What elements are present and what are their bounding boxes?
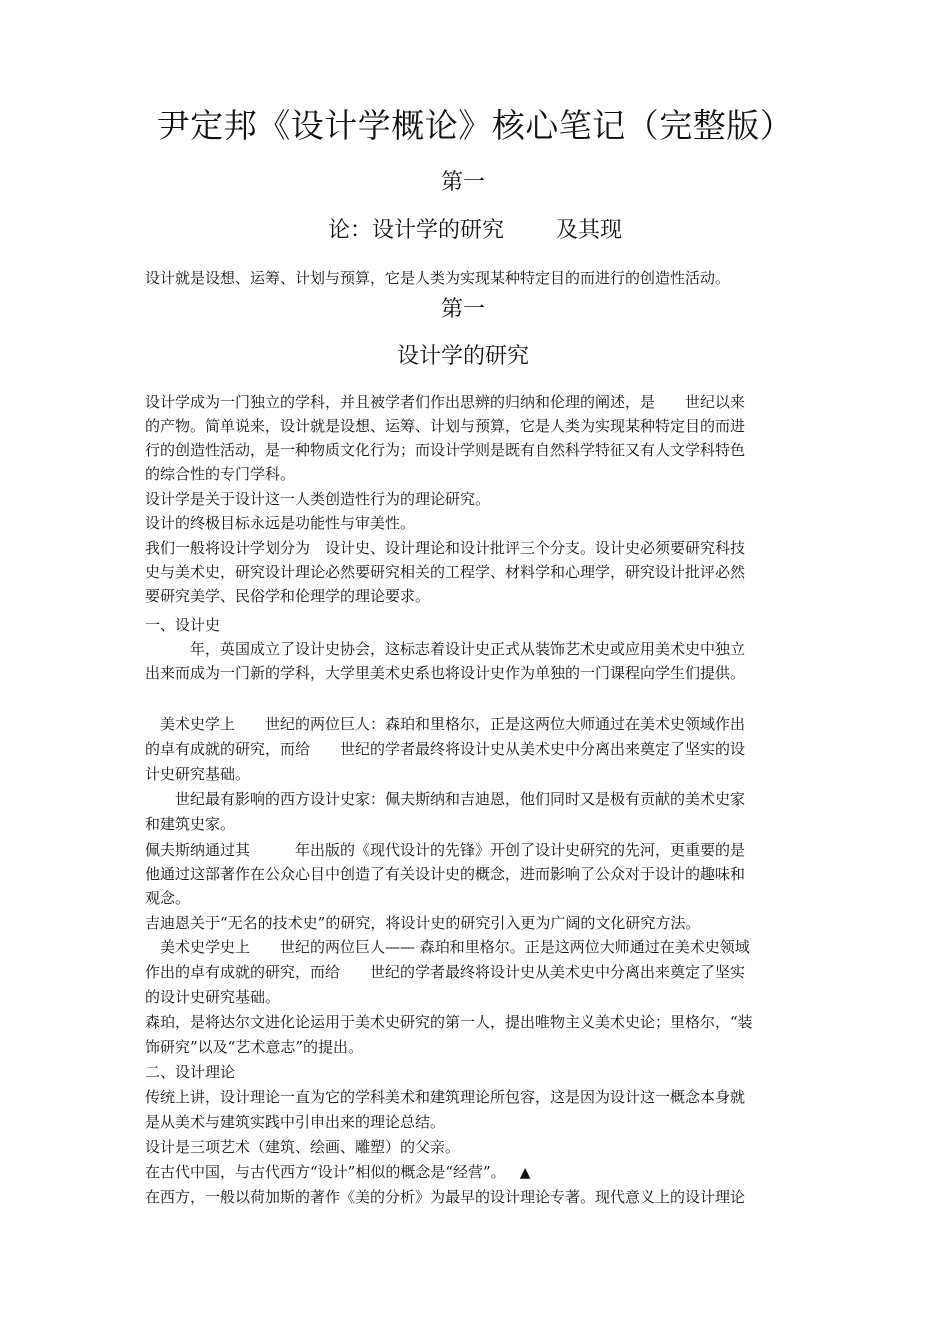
text-line: 佩夫斯纳通过其 年出版的《现代设计的先锋》开创了设计史研究的先河，更重要的是: [145, 841, 746, 859]
text-line: 设计学成为一门独立的学科，并且被学者们作出思辨的归纳和伦理的阐述，是 世纪以来: [145, 393, 746, 411]
section-heading: 一、设计史: [145, 616, 221, 634]
chapter-title: 设计学的研究: [396, 344, 529, 369]
text-line: 观念。: [145, 889, 191, 907]
text-line: 要研究美学、民俗学和伦理学的理论要求。: [145, 587, 431, 605]
text-line-content: 在古代中国，与古代西方“设计”相似的概念是“经营”。: [145, 1163, 506, 1181]
text-line: 设计学是关于设计这一人类创造性行为的理论研究。: [145, 490, 491, 508]
text-line: 的综合性的专门学科。: [145, 465, 296, 483]
text-line: 设计是三项艺术（建筑、绘画、雕塑）的父亲。: [145, 1138, 461, 1156]
chapter-label: 第一: [440, 297, 485, 322]
text-line: 在西方，一般以荷加斯的著作《美的分析》为最早的设计理论专著。现代意义上的设计理论: [145, 1188, 746, 1206]
part-heading-main: 论：设计学的研究: [327, 218, 504, 243]
text-line: 的产物。简单说来，设计就是设想、运筹、计划与预算，它是人类为实现某种特定目的而进: [145, 417, 746, 435]
part-label: 第一: [440, 170, 485, 195]
text-line: 计史研究基础。: [145, 765, 251, 783]
text-line: 作出的卓有成就的研究，而给 世纪的学者最终将设计史从美术史中分离出来奠定了坚实: [145, 963, 746, 981]
text-line: 世纪最有影响的西方设计史家：佩夫斯纳和吉迪恩，他们同时又是极有贡献的美术史家: [145, 790, 746, 808]
text-line: 森珀，是将达尔文进化论运用于美术史研究的第一人，提出唯物主义美术史论；里格尔，“装: [145, 1013, 753, 1031]
text-line: 的卓有成就的研究，而给 世纪的学者最终将设计史从美术史中分离出来奠定了坚实的设: [145, 740, 746, 758]
text-line: 他通过这部著作在公众心目中创造了有关设计史的概念，进而影响了公众对于设计的趣味和: [145, 865, 746, 883]
section-heading: 二、设计理论: [145, 1063, 236, 1081]
text-line: 行的创造性活动，是一种物质文化行为；而设计学则是既有自然科学特征又有人文学科特色: [145, 441, 746, 459]
text-line: [145, 1160, 530, 1185]
text-line: 我们一般将设计学划分为 设计史、设计理论和设计批评三个分支。设计史必须要研究科技: [145, 539, 746, 557]
text-line: 和建筑史家。: [145, 815, 236, 833]
text-line: 的设计史研究基础。: [145, 988, 281, 1006]
text-line: 美术史学史上 世纪的两位巨人—— 森珀和里格尔。正是这两位大师通过在美术史领域: [145, 938, 750, 956]
text-line: 是从美术与建筑实践中引申出来的理论总结。: [145, 1113, 446, 1131]
text-line: 吉迪恩关于“无名的技术史”的研究，将设计史的研究引入更为广阔的文化研究方法。: [145, 914, 701, 932]
page-title: 尹定邦《设计学概论》核心笔记（完整版）: [156, 106, 794, 145]
text-line: 出来而成为一门新的学科，大学里美术史系也将设计史作为单独的一门课程向学生们提供。: [145, 664, 746, 682]
definition-text: 设计就是设想、运筹、计划与预算，它是人类为实现某种特定目的而进行的创造性活动。: [145, 269, 731, 287]
text-line: 史与美术史，研究设计理论必然要研究相关的工程学、材料学和心理学，研究设计批评必然: [145, 563, 746, 581]
text-line: 饰研究”以及“艺术意志”的提出。: [145, 1038, 364, 1056]
text-line: 年，英国成立了设计史协会，这标志着设计史正式从装饰艺术史或应用美术史中独立: [145, 640, 746, 658]
text-line: 设计的终极目标永远是功能性与审美性。: [145, 514, 416, 532]
triangle-marker-icon: ▲: [519, 1165, 531, 1181]
text-line: 美术史学上 世纪的两位巨人：森珀和里格尔，正是这两位大师通过在美术史领域作出: [145, 715, 746, 733]
part-heading-tail: 及其现: [556, 218, 623, 243]
text-line: 传统上讲，设计理论一直为它的学科美术和建筑理论所包容，这是因为设计这一概念本身就: [145, 1088, 746, 1106]
part-heading: [12, 216, 938, 246]
